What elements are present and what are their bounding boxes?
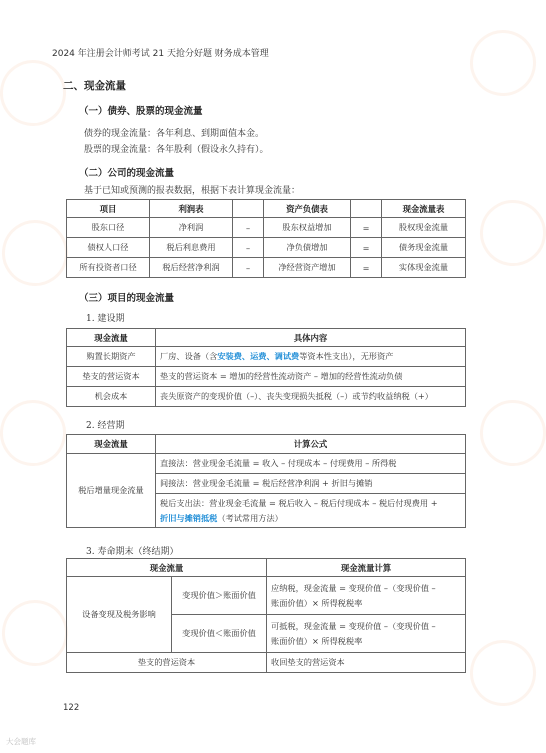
watermark-logo	[457, 627, 546, 719]
table-cell: 净经营资产增加	[264, 258, 351, 278]
table-cell: 净利润	[150, 218, 233, 238]
table-cell: 债权人口径	[67, 238, 150, 258]
table-cell: 税后经营净利润	[150, 258, 233, 278]
table-cell: 设备变现及税务影响	[67, 577, 172, 653]
table-header: 资产负债表	[264, 200, 351, 218]
table-header: 计算公式	[156, 435, 466, 454]
table-cell: 股东权益增加	[264, 218, 351, 238]
cell-text: 可抵税，现金流量 = 变现价值 –（变现价值 –	[271, 620, 436, 631]
table-cell	[156, 494, 466, 528]
table-cell	[267, 615, 466, 653]
table-cell: 股权现金流量	[382, 218, 466, 238]
company-intro-text: 基于已知或预测的报表数据，根据下表计算现金流量：	[84, 186, 301, 196]
operation-period-table	[66, 434, 466, 528]
table-header: 项目	[67, 200, 150, 218]
company-cashflow-table	[66, 199, 466, 278]
table-row	[67, 653, 466, 673]
bond-cashflow-text: 债券的现金流量：各年利息、到期面值本金。	[84, 129, 265, 139]
table-header: 现金流量	[67, 435, 156, 454]
table-header: 现金流量	[67, 329, 156, 347]
highlight-text: 安装费、运费、调试费	[217, 351, 300, 361]
period-title-termination: 3. 寿命期末（终结期）	[86, 547, 179, 557]
table-row	[67, 218, 466, 238]
table-cell: 变现价值＞账面价值	[172, 577, 267, 615]
table-row	[67, 387, 466, 407]
cell-text: （考试常用方法）	[217, 512, 283, 523]
highlight-text: 折旧与摊销抵税	[160, 512, 218, 523]
cell-text: 厂房、设备（含	[160, 351, 218, 361]
subsection-title-2: （二）公司的现金流量	[79, 168, 175, 179]
watermark-logo	[467, 187, 546, 279]
stock-cashflow-text: 股票的现金流量：各年股利（假设永久持有）。	[84, 145, 269, 155]
table-header: 具体内容	[156, 329, 466, 347]
table-header: 利润表	[150, 200, 233, 218]
brand-watermark: 大会题库	[6, 737, 36, 746]
table-cell: 直接法：营业现金毛流量 = 收入 – 付现成本 – 付现费用 – 所得税	[156, 454, 466, 474]
table-row	[67, 347, 466, 367]
table-cell: =	[351, 258, 382, 278]
table-row	[67, 454, 466, 474]
table-header	[233, 200, 264, 218]
table-header: 现金流量	[67, 559, 267, 577]
period-title-operation: 2. 经营期	[86, 421, 125, 431]
table-cell: 机会成本	[67, 387, 156, 407]
table-cell: 所有投资者口径	[67, 258, 150, 278]
termination-period-table	[66, 558, 466, 673]
cell-text: 税后支出法：营业现金毛流量 = 税后收入 – 税后付现成本 – 税后付现费用 +	[160, 497, 438, 508]
table-cell: 实体现金流量	[382, 258, 466, 278]
running-header: 2024 年注册会计师考试 21 天抢分好题 财务成本管理	[52, 49, 269, 59]
table-row	[67, 367, 466, 387]
table-cell: 净负债增加	[264, 238, 351, 258]
table-row	[67, 238, 466, 258]
table-cell: 变现价值＜账面价值	[172, 615, 267, 653]
table-cell: –	[233, 238, 264, 258]
construction-period-table	[66, 328, 466, 407]
subsection-title-3: （三）项目的现金流量	[79, 293, 175, 304]
table-cell: 丧失原资产的变现价值（–）、丧失变现损失抵税（–）或节约收益纳税（+）	[156, 387, 466, 407]
cell-text: 账面价值）× 所得税税率	[271, 635, 363, 646]
table-header: 现金流量表	[382, 200, 466, 218]
table-cell: 垫支的营运资本 = 增加的经营性流动资产 – 增加的经营性流动负债	[156, 367, 466, 387]
cell-text: 账面价值）× 所得税税率	[271, 597, 363, 608]
table-cell: 购置长期资产	[67, 347, 156, 367]
table-cell	[156, 347, 466, 367]
table-cell: 垫支的营运资本	[67, 367, 156, 387]
watermark-logo	[467, 387, 546, 479]
table-cell	[267, 577, 466, 615]
watermark-logo	[457, 17, 546, 109]
table-cell: =	[351, 218, 382, 238]
table-cell: 间接法：营业现金毛流量 = 税后经营净利润 + 折旧与摊销	[156, 474, 466, 494]
table-cell: –	[233, 258, 264, 278]
subsection-title-1: （一）债券、股票的现金流量	[79, 106, 203, 117]
table-cell: 债务现金流量	[382, 238, 466, 258]
section-title: 二、现金流量	[63, 80, 126, 92]
table-header	[351, 200, 382, 218]
table-cell: –	[233, 218, 264, 238]
table-row	[67, 577, 466, 615]
table-header: 现金流量计算	[267, 559, 466, 577]
period-title-construction: 1. 建设期	[86, 314, 125, 324]
cell-text: 应纳税，现金流量 = 变现价值 –（变现价值 –	[271, 582, 436, 593]
table-cell: 税后利息费用	[150, 238, 233, 258]
table-cell: 收回垫支的营运资本	[267, 653, 466, 673]
table-cell: 股东口径	[67, 218, 150, 238]
watermark-logo	[0, 47, 79, 139]
page-number: 122	[63, 703, 80, 713]
table-row	[67, 258, 466, 278]
table-cell: 垫支的营运资本	[67, 653, 267, 673]
cell-text: 等资本性支出），无形资产	[299, 351, 394, 361]
table-cell: =	[351, 238, 382, 258]
table-cell: 税后增量现金流量	[67, 454, 156, 528]
